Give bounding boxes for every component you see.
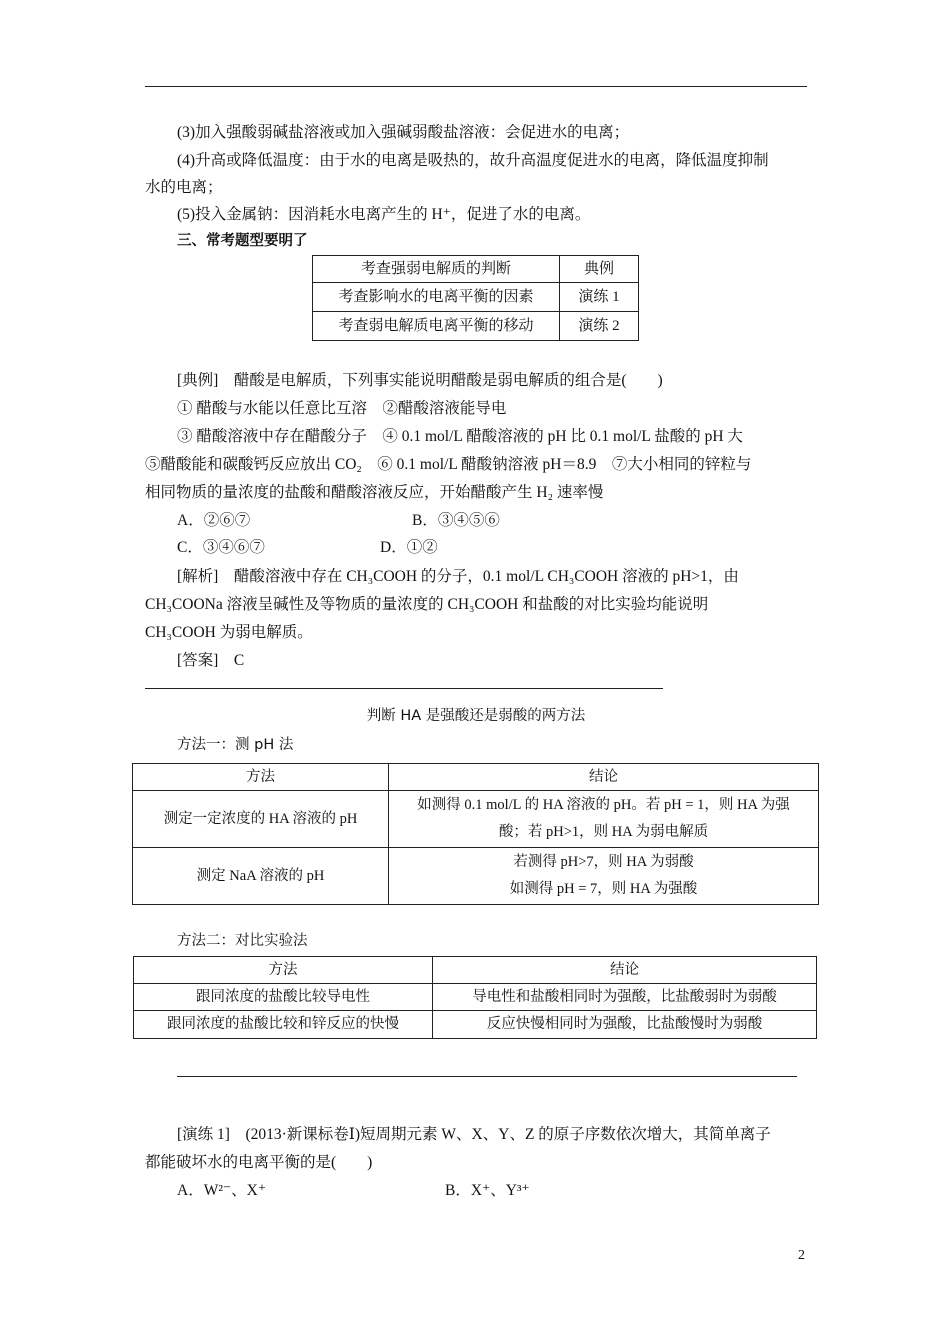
exercise-choice-b: B．X⁺、Y³⁺: [445, 1182, 530, 1199]
method-title: 判断 HA 是强酸还是弱酸的两方法: [366, 708, 586, 724]
conclusion-line: 若测得 pH>7，则 HA 为弱酸: [513, 854, 694, 870]
analysis-line-3: CH₃COOH 为弱电解质。: [145, 624, 313, 641]
method-two-table: [133, 956, 817, 1039]
topic-cell: 考查弱电解质电离平衡的移动: [313, 312, 560, 341]
header-rule: [145, 86, 807, 87]
method-one-table: [132, 763, 819, 905]
table-header-conclusion: 结论: [433, 957, 817, 984]
method-cell: 测定 NaA 溶液的 pH: [133, 848, 389, 905]
page-number: 2: [798, 1248, 805, 1263]
conclusion-cell: [389, 848, 819, 905]
table-header-conclusion: 结论: [389, 764, 819, 791]
table-header-method: 方法: [134, 957, 433, 984]
section-heading: 三、常考题型要明了: [177, 233, 308, 249]
method-cell: 测定一定浓度的 HA 溶液的 pH: [133, 791, 389, 848]
example-stem: [典例] 醋酸是电解质，下列事实能说明醋酸是弱电解质的组合是( ): [177, 372, 663, 389]
method-one-title: 方法一：测 pH 法: [177, 737, 294, 753]
method-cell: 跟同浓度的盐酸比较导电性: [134, 984, 433, 1011]
choice-b: B．③④⑤⑥: [412, 512, 500, 529]
conclusion-cell: 反应快慢相同时为强酸，比盐酸慢时为弱酸: [433, 1011, 817, 1039]
example-options-1-2: ① 醋酸与水能以任意比互溶 ②醋酸溶液能导电: [177, 400, 507, 417]
example-options-3-4: ③ 醋酸溶液中存在醋酸分子 ④ 0.1 mol/L 醋酸溶液的 pH 比 0.1 mol/L 盐酸的 pH 大: [177, 428, 743, 445]
topic-table: [312, 255, 639, 341]
point-5: (5)投入金属钠：因消耗水电离产生的 H⁺，促进了水的电离。: [177, 206, 591, 223]
point-4-cont: 水的电离；: [145, 179, 223, 196]
conclusion-line: 如测得 0.1 mol/L 的 HA 溶液的 pH。若 pH = 1，则 HA 为强: [417, 797, 790, 813]
topic-cell: 典例: [560, 256, 639, 283]
topic-cell: 考查影响水的电离平衡的因素: [313, 283, 560, 312]
exercise-stem: [演练 1] (2013·新课标卷Ⅰ)短周期元素 W、X、Y、Z 的原子序数依次增大，其简单离子: [177, 1126, 771, 1143]
point-3: (3)加入强酸弱碱盐溶液或加入强碱弱酸盐溶液：会促进水的电离；: [177, 124, 630, 141]
table-header-method: 方法: [133, 764, 389, 791]
method-two-title: 方法二：对比实验法: [177, 933, 308, 949]
choice-d: D．①②: [380, 539, 438, 556]
topic-cell: 演练 1: [560, 283, 639, 312]
example-option-7-cont: 相同物质的量浓度的盐酸和醋酸溶液反应，开始醋酸产生 H₂ 速率慢: [145, 484, 604, 501]
analysis-line-1: [解析] 醋酸溶液中存在 CH₃COOH 的分子，0.1 mol/L CH₃COOH 溶液的 pH>1，由: [177, 568, 739, 585]
example-options-5-7: ⑤醋酸能和碳酸钙反应放出 CO₂ ⑥ 0.1 mol/L 醋酸钠溶液 pH＝8.9 ⑦大小相同的锌粒与: [145, 456, 752, 473]
choice-c: C．③④⑥⑦: [177, 539, 265, 556]
exercise-stem-cont: 都能破坏水的电离平衡的是( ): [145, 1154, 373, 1171]
conclusion-cell: 导电性和盐酸相同时为强酸，比盐酸弱时为弱酸: [433, 984, 817, 1011]
topic-cell: 演练 2: [560, 312, 639, 341]
answer: [答案] C: [177, 652, 245, 669]
point-4: (4)升高或降低温度：由于水的电离是吸热的，故升高温度促进水的电离，降低温度抑制: [177, 152, 769, 169]
topic-cell: 考查强弱电解质的判断: [313, 256, 560, 283]
choice-a: A．②⑥⑦: [177, 512, 251, 529]
exercise-choice-a: A．W²⁻、X⁺: [177, 1182, 267, 1199]
analysis-line-2: CH₃COONa 溶液呈碱性及等物质的量浓度的 CH₃COOH 和盐酸的对比实验均能说明: [145, 596, 709, 613]
conclusion-line: 如测得 pH = 7，则 HA 为强酸: [509, 881, 698, 897]
conclusion-cell: [389, 791, 819, 848]
conclusion-line: 酸；若 pH>1，则 HA 为弱电解质: [498, 824, 709, 840]
method-cell: 跟同浓度的盐酸比较和锌反应的快慢: [134, 1011, 433, 1039]
section-rule: [145, 688, 663, 689]
section-rule: [177, 1076, 797, 1077]
